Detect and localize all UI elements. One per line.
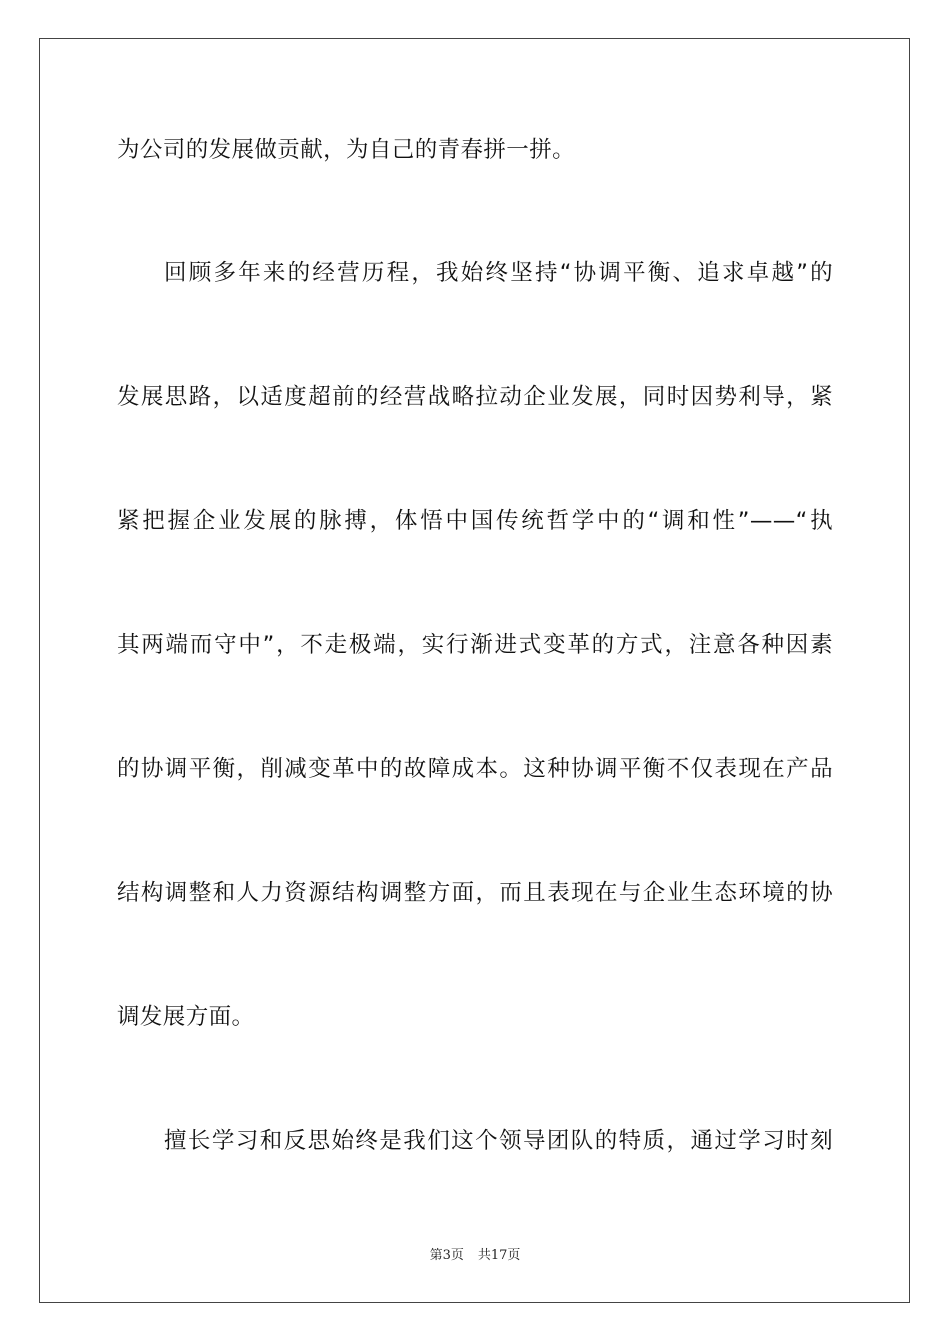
page-footer — [0, 1247, 950, 1265]
total-pages: 共17页 — [477, 1248, 521, 1263]
text-line-4: 紧把握企业发展的脉搏，体悟中国传统哲学中的“调和性”——“执 — [117, 508, 833, 534]
text-line-5: 其两端而守中”，不走极端，实行渐进式变革的方式，注意各种因素 — [117, 632, 833, 658]
text-line-7: 结构调整和人力资源结构调整方面，而且表现在与企业生态环境的协 — [117, 880, 833, 906]
page-border — [39, 38, 910, 1303]
text-line-1: 为公司的发展做贡献，为自己的青春拼一拼。 — [117, 137, 576, 163]
text-line-9: 擅长学习和反思始终是我们这个领导团队的特质，通过学习时刻 — [164, 1128, 833, 1154]
text-line-3: 发展思路，以适度超前的经营战略拉动企业发展，同时因势利导，紧 — [117, 384, 833, 410]
page-number: 第3页 — [429, 1248, 464, 1263]
text-line-2: 回顾多年来的经营历程，我始终坚持“协调平衡、追求卓越”的 — [164, 260, 833, 286]
text-line-6: 的协调平衡，削减变革中的故障成本。这种协调平衡不仅表现在产品 — [117, 756, 833, 782]
text-line-8: 调发展方面。 — [117, 1004, 255, 1030]
